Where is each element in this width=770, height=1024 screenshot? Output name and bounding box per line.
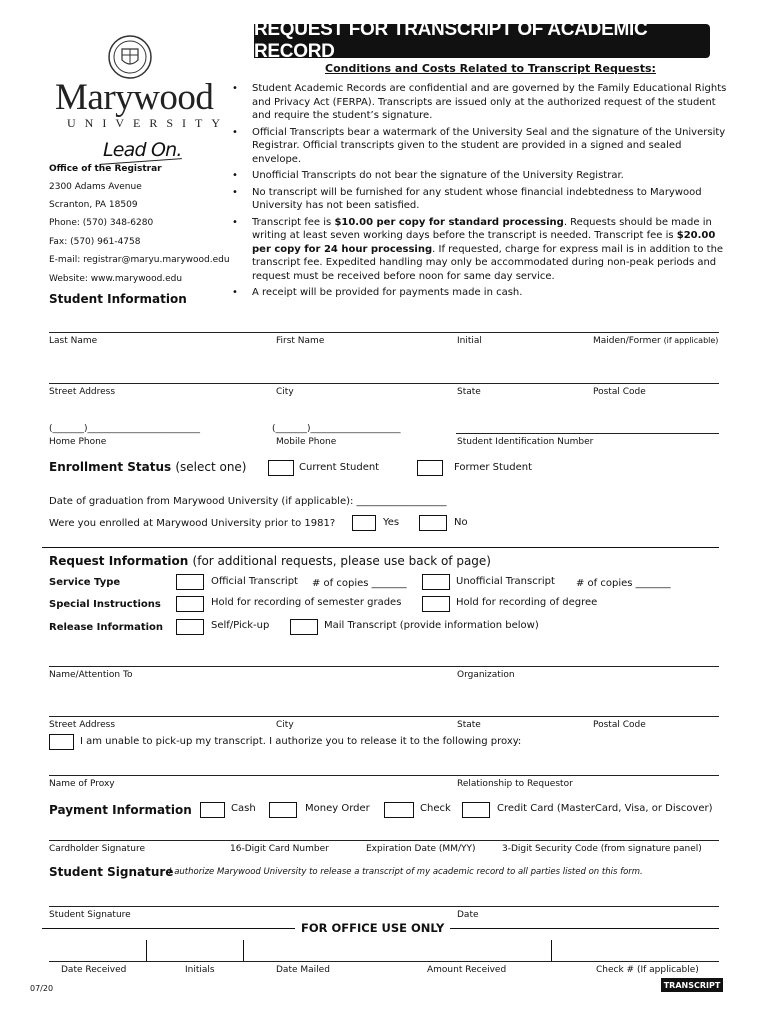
- hold-semester-label: Hold for recording of semester grades: [211, 597, 402, 608]
- former-student-checkbox[interactable]: [417, 460, 443, 476]
- credit-card-checkbox[interactable]: [462, 802, 490, 818]
- money-order-label: Money Order: [305, 803, 370, 814]
- current-student-label: Current Student: [299, 462, 380, 473]
- check-label: Check: [420, 803, 451, 814]
- hold-degree-label: Hold for recording of degree: [456, 597, 598, 608]
- office-divider: [146, 940, 147, 962]
- proxy-name-label: Name of Proxy: [49, 779, 115, 789]
- logo-university: UNIVERSITY: [67, 116, 229, 130]
- yes-checkbox[interactable]: [352, 515, 376, 531]
- mail-transcript-checkbox[interactable]: [290, 619, 318, 635]
- cardholder-label: Cardholder Signature: [49, 844, 145, 854]
- form-title: REQUEST FOR TRANSCRIPT OF ACADEMIC RECORD: [254, 24, 710, 58]
- university-seal-icon: [107, 34, 153, 80]
- authorization-statement: I authorize Marywood University to release a transcript of my academic record to all parties listed on this form.: [169, 867, 643, 877]
- office-divider: [551, 940, 552, 962]
- name-attention-label: Name/Attention To: [49, 670, 133, 680]
- revision-date: 07/20: [30, 984, 54, 993]
- state-label: State: [457, 387, 481, 397]
- city-label: City: [276, 387, 294, 397]
- signature-date-label: Date: [457, 910, 479, 920]
- office-website: Website: www.marywood.edu: [49, 274, 183, 284]
- hold-degree-checkbox[interactable]: [422, 596, 450, 612]
- initial-label: Initial: [457, 336, 482, 346]
- office-use-heading: FOR OFFICE USE ONLY: [301, 921, 445, 935]
- mail-state-label: State: [457, 720, 481, 730]
- official-copies-field[interactable]: # of copies _______: [312, 578, 407, 589]
- request-heading: Request Information (for additional requests, please use back of page): [49, 554, 491, 568]
- initials-label: Initials: [185, 965, 215, 975]
- condition-item-fee: • Transcript fee is $10.00 per copy for standard processing. Requests should be made in writing at least seven working days before the transcript is needed. Transcript fee is $20.00 per copy for 24 hour processing. If requested, charge for express mail is in addition to the transcript fee. Expedited handling may only be accommodated during non-peak periods and request must be received before noon for same day service.: [232, 216, 724, 282]
- money-order-checkbox[interactable]: [269, 802, 297, 818]
- no-label: No: [454, 517, 468, 528]
- mail-city-label: City: [276, 720, 294, 730]
- student-info-heading: Student Information: [49, 292, 187, 306]
- signature-heading: Student Signature: [49, 865, 174, 879]
- logo-name: Marywood: [55, 77, 214, 118]
- maiden-label: Maiden/Former (if applicable): [593, 336, 719, 346]
- mobile-phone-label: Mobile Phone: [276, 437, 337, 447]
- condition-item: • Official Transcripts bear a watermark of the University Seal and the signature of the University Registrar. Official transcripts given to the student are provided in a signed and sealed envelope.: [232, 126, 726, 165]
- no-checkbox[interactable]: [419, 515, 447, 531]
- amount-received-label: Amount Received: [427, 965, 507, 975]
- mail-postal-label: Postal Code: [593, 720, 646, 730]
- student-signature-label: Student Signature: [49, 910, 131, 920]
- special-instructions-label: Special Instructions: [49, 599, 161, 610]
- office-title: Office of the Registrar: [49, 164, 162, 174]
- last-name-label: Last Name: [49, 336, 98, 346]
- self-pickup-label: Self/Pick-up: [211, 620, 270, 631]
- office-divider: [243, 940, 244, 962]
- transcript-tag: TRANSCRIPT: [661, 978, 723, 992]
- proxy-checkbox[interactable]: [49, 734, 74, 750]
- mail-transcript-label: Mail Transcript (provide information below): [324, 620, 539, 631]
- cash-label: Cash: [231, 803, 256, 814]
- prior-1981-label: Were you enrolled at Marywood University prior to 1981?: [49, 518, 336, 529]
- expiration-label: Expiration Date (MM/YY): [366, 844, 476, 854]
- current-student-checkbox[interactable]: [268, 460, 294, 476]
- postal-label: Postal Code: [593, 387, 646, 397]
- home-phone-label: Home Phone: [49, 437, 107, 447]
- relationship-label: Relationship to Requestor: [457, 779, 573, 789]
- conditions-heading: Conditions and Costs Related to Transcript Requests:: [325, 62, 656, 75]
- proxy-authorization-text: I am unable to pick-up my transcript. I authorize you to release it to the following proxy:: [80, 736, 522, 747]
- office-city: Scranton, PA 18509: [49, 200, 138, 210]
- self-pickup-checkbox[interactable]: [176, 619, 204, 635]
- first-name-label: First Name: [276, 336, 325, 346]
- cash-checkbox[interactable]: [200, 802, 225, 818]
- credit-card-label: Credit Card (MasterCard, Visa, or Discover): [497, 803, 713, 814]
- unofficial-checkbox[interactable]: [422, 574, 450, 590]
- date-mailed-label: Date Mailed: [276, 965, 330, 975]
- check-checkbox[interactable]: [384, 802, 414, 818]
- condition-item: • Student Academic Records are confidential and are governed by the Family Educational Rights and Privacy Act (FERPA). Transcripts are issued only at the authorized request of the student and require the student’s signature.: [232, 83, 727, 121]
- payment-heading: Payment Information: [49, 803, 192, 817]
- former-student-label: Former Student: [454, 462, 532, 473]
- condition-item: • Unofficial Transcripts do not bear the signature of the University Registrar.: [232, 170, 624, 181]
- unofficial-copies-field[interactable]: # of copies _______: [576, 578, 671, 589]
- student-id-label: Student Identification Number: [457, 437, 594, 447]
- office-fax: Fax: (570) 961-4758: [49, 237, 141, 247]
- card-number-label: 16-Digit Card Number: [230, 844, 329, 854]
- official-checkbox[interactable]: [176, 574, 204, 590]
- home-phone-blank[interactable]: (_______)_________________________: [49, 424, 201, 434]
- check-number-label: Check # (If applicable): [596, 965, 699, 975]
- official-label: Official Transcript: [211, 576, 298, 587]
- grad-date-field[interactable]: Date of graduation from Marywood University (if applicable): __________________: [49, 496, 447, 507]
- condition-item: • No transcript will be furnished for any student whose financial indebtedness to Marywood University has not been satisfied.: [232, 186, 702, 211]
- office-address: 2300 Adams Avenue: [49, 182, 142, 192]
- mobile-phone-blank[interactable]: (_______)____________________: [272, 424, 401, 434]
- date-received-label: Date Received: [61, 965, 127, 975]
- release-info-label: Release Information: [49, 622, 164, 633]
- organization-label: Organization: [457, 670, 515, 680]
- logo-tagline: Lead On.: [103, 139, 182, 161]
- security-code-label: 3-Digit Security Code (from signature panel): [502, 844, 702, 854]
- enrollment-heading: Enrollment Status (select one): [49, 460, 247, 474]
- mail-street-label: Street Address: [49, 720, 116, 730]
- office-email: E-mail: registrar@maryu.marywood.edu: [49, 255, 230, 265]
- hold-semester-checkbox[interactable]: [176, 596, 204, 612]
- conditions-list: [232, 82, 732, 303]
- service-type-label: Service Type: [49, 577, 121, 588]
- yes-label: Yes: [383, 517, 400, 528]
- street-label: Street Address: [49, 387, 116, 397]
- unofficial-label: Unofficial Transcript: [456, 576, 555, 587]
- condition-item: • A receipt will be provided for payments made in cash.: [232, 287, 523, 298]
- office-phone: Phone: (570) 348-6280: [49, 218, 154, 228]
